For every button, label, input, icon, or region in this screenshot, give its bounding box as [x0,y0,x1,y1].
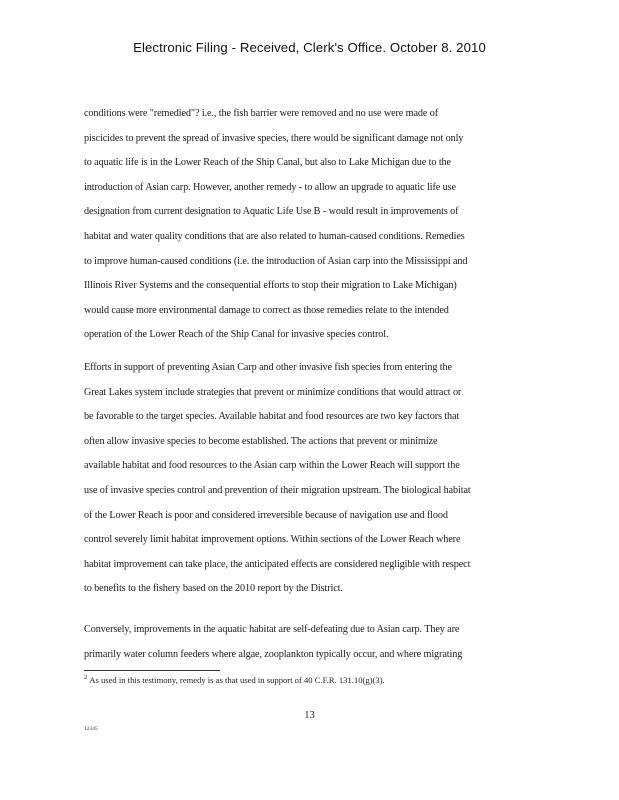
text-line: introduction of Asian carp. However, another remedy - to allow an upgrade to aquatic life use [84,181,456,193]
text-line: would cause more environmental damage to correct as those remedies relate to the intended [84,304,449,316]
text-line: Illinois River Systems and the consequential efforts to stop their migration to Lake Michigan) [84,280,457,292]
filing-header: Electronic Filing - Received, Clerk's Office. October 8. 2010 [133,40,486,55]
text-line: available habitat and food resources to the Asian carp within the Lower Reach will support the [84,460,460,472]
text-line: Great Lakes system include strategies that prevent or minimize conditions that would attract or [84,386,462,398]
footnote-text: As used in this testimony, remedy is as that used in support of 40 C.F.R. 131.10(g)(3). [89,674,385,685]
footnote-marker: 2 [84,674,88,681]
paragraph-2 [84,356,494,602]
text-line: designation from current designation to Aquatic Life Use B - would result in improvements of [84,206,459,218]
text-line: often allow invasive species to become established. The actions that prevent or minimize [84,435,438,447]
text-line: to aquatic life is in the Lower Reach of the Ship Canal, but also to Lake Michigan due to the [84,157,451,169]
text-line: of the Lower Reach is poor and considered irreversible because of navigation use and flood [84,509,448,521]
footnote [84,674,385,685]
text-line: Conversely, improvements in the aquatic habitat are self-defeating due to Asian carp. They are [84,624,460,635]
text-line: habitat improvement can take place, the anticipated effects are considered negligible with respect [84,558,471,570]
text-line: to benefits to the fishery based on the 2010 report by the District. [84,583,343,595]
document-id: 12345 [84,726,98,732]
text-line: be favorable to the target species. Available habitat and food resources are two key factors that [84,411,460,423]
text-line: control severely limit habitat improvement options. Within sections of the Lower Reach where [84,534,461,546]
text-line: primarily water column feeders where algae, zooplankton typically occur, and where migrating [84,648,463,660]
text-line: operation of the Lower Reach of the Ship Canal for invasive species control. [84,329,389,341]
text-line: habitat and water quality conditions that are also related to human-caused conditions. Remedies [84,230,465,242]
paragraph-1 [84,102,494,348]
text-line: to improve human-caused conditions (i.e. the introduction of Asian carp into the Mississippi and [84,255,468,267]
footnote-divider [84,670,220,671]
text-line: piscicides to prevent the spread of invasive species, there would be significant damage not only [84,132,464,144]
text-line: use of invasive species control and prevention of their migration upstream. The biological habitat [84,484,471,496]
page-number: 13 [304,710,315,721]
text-line: Efforts in support of preventing Asian Carp and other invasive fish species from entering the [84,362,452,373]
paragraph-3 [84,618,494,667]
text-line: conditions were "remedied"? i.e., the fish barrier were removed and no use were made of [84,108,439,119]
